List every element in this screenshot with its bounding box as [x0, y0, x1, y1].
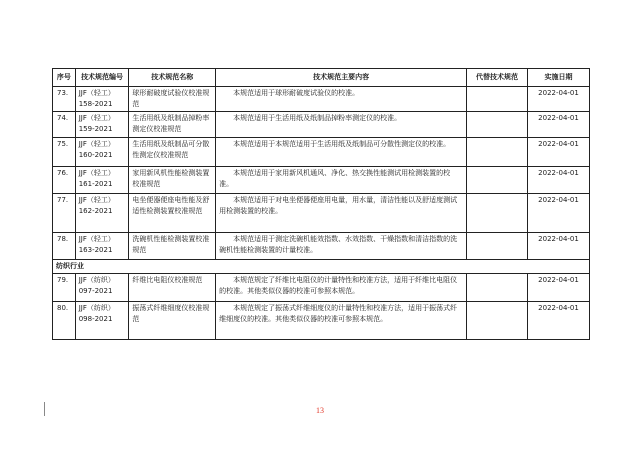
table-row — [53, 138, 590, 167]
header-desc: 技术规范主要内容 — [216, 69, 467, 87]
row-replace — [467, 274, 528, 302]
table-row — [53, 112, 590, 138]
row-replace — [467, 87, 528, 112]
row-no: 73. — [53, 87, 76, 112]
header-date: 实施日期 — [528, 69, 590, 87]
row-desc: 本规范适用于本规范适用于生活用纸及纸制品可分散性测定仪的校准。 — [216, 138, 467, 167]
row-code: JJF（轻工）162-2021 — [75, 194, 129, 233]
row-no: 74. — [53, 112, 76, 138]
row-code: JJF（轻工）159-2021 — [75, 112, 129, 138]
row-date: 2022-04-01 — [528, 87, 590, 112]
table-row — [53, 167, 590, 194]
row-date: 2022-04-01 — [528, 302, 590, 340]
row-replace — [467, 302, 528, 340]
header-no: 序号 — [53, 69, 76, 87]
row-replace — [467, 112, 528, 138]
row-replace — [467, 194, 528, 233]
header-code: 技术规范编号 — [75, 69, 129, 87]
row-no: 76. — [53, 167, 76, 194]
row-date: 2022-04-01 — [528, 233, 590, 260]
row-desc: 本规范适用于生活用纸及纸制品掉粉率测定仪的校准。 — [216, 112, 467, 138]
row-date: 2022-04-01 — [528, 112, 590, 138]
row-desc: 本规范适用于测定洗碗机能效指数、水效指数、干燥指数和清洁指数的洗碗机性能检测装置的计量校准。 — [216, 233, 467, 260]
row-desc: 本规范适用于家用新风机通风、净化、热交换性能测试用检测装置的校准。 — [216, 167, 467, 194]
row-name: 纤维比电阻仪校准规范 — [129, 274, 216, 302]
header-replace: 代替技术规范 — [467, 69, 528, 87]
row-no: 79. — [53, 274, 76, 302]
row-code: JJF（纺织）098-2021 — [75, 302, 129, 340]
table-row — [53, 87, 590, 112]
row-no: 77. — [53, 194, 76, 233]
row-date: 2022-04-01 — [528, 167, 590, 194]
table-row — [53, 194, 590, 233]
section-row — [53, 260, 590, 274]
row-name: 生活用纸及纸制品可分散性测定仪校准规范 — [129, 138, 216, 167]
row-code: JJF（轻工）160-2021 — [75, 138, 129, 167]
row-code: JJF（轻工）161-2021 — [75, 167, 129, 194]
page-number: 13 — [316, 406, 324, 415]
row-name: 电坐便器便座电性能及舒适性检测装置校准规范 — [129, 194, 216, 233]
row-replace — [467, 233, 528, 260]
table-row — [53, 274, 590, 302]
row-replace — [467, 167, 528, 194]
row-name: 振荡式纤维细度仪校准规范 — [129, 302, 216, 340]
row-date: 2022-04-01 — [528, 194, 590, 233]
row-date: 2022-04-01 — [528, 274, 590, 302]
table-header-row — [53, 69, 590, 87]
row-no: 78. — [53, 233, 76, 260]
standards-table — [52, 68, 590, 340]
row-desc: 本规范适用于球形耐破度试验仪的校准。 — [216, 87, 467, 112]
row-date: 2022-04-01 — [528, 138, 590, 167]
table-row — [53, 302, 590, 340]
row-no: 75. — [53, 138, 76, 167]
section-title: 纺织行业 — [53, 260, 590, 274]
table-row — [53, 233, 590, 260]
row-code: JJF（纺织）097-2021 — [75, 274, 129, 302]
header-name: 技术规范名称 — [129, 69, 216, 87]
row-replace — [467, 138, 528, 167]
row-no: 80. — [53, 302, 76, 340]
row-code: JJF（轻工）163-2021 — [75, 233, 129, 260]
row-name: 家用新风机性能检测装置校准规范 — [129, 167, 216, 194]
row-desc: 本规范适用于对电坐便器便座用电量，用水量，清洁性能以及舒适度测试用检测装置的校准。 — [216, 194, 467, 233]
row-desc: 本规范规定了振荡式纤维细度仪的计量特性和校准方法，适用于振荡式纤维细度仪的校准。其他类似仪器的校准可参照本规范。 — [216, 302, 467, 340]
row-code: JJF（轻工）158-2021 — [75, 87, 129, 112]
row-desc: 本规范规定了纤维比电阻仪的计量特性和校准方法，适用于纤维比电阻仪的校准。其他类似仪器的校准可参照本规范。 — [216, 274, 467, 302]
margin-mark — [44, 402, 45, 416]
row-name: 洗碗机性能检测装置校准规范 — [129, 233, 216, 260]
row-name: 生活用纸及纸制品掉粉率测定仪校准规范 — [129, 112, 216, 138]
row-name: 球形耐破度试验仪校准规范 — [129, 87, 216, 112]
